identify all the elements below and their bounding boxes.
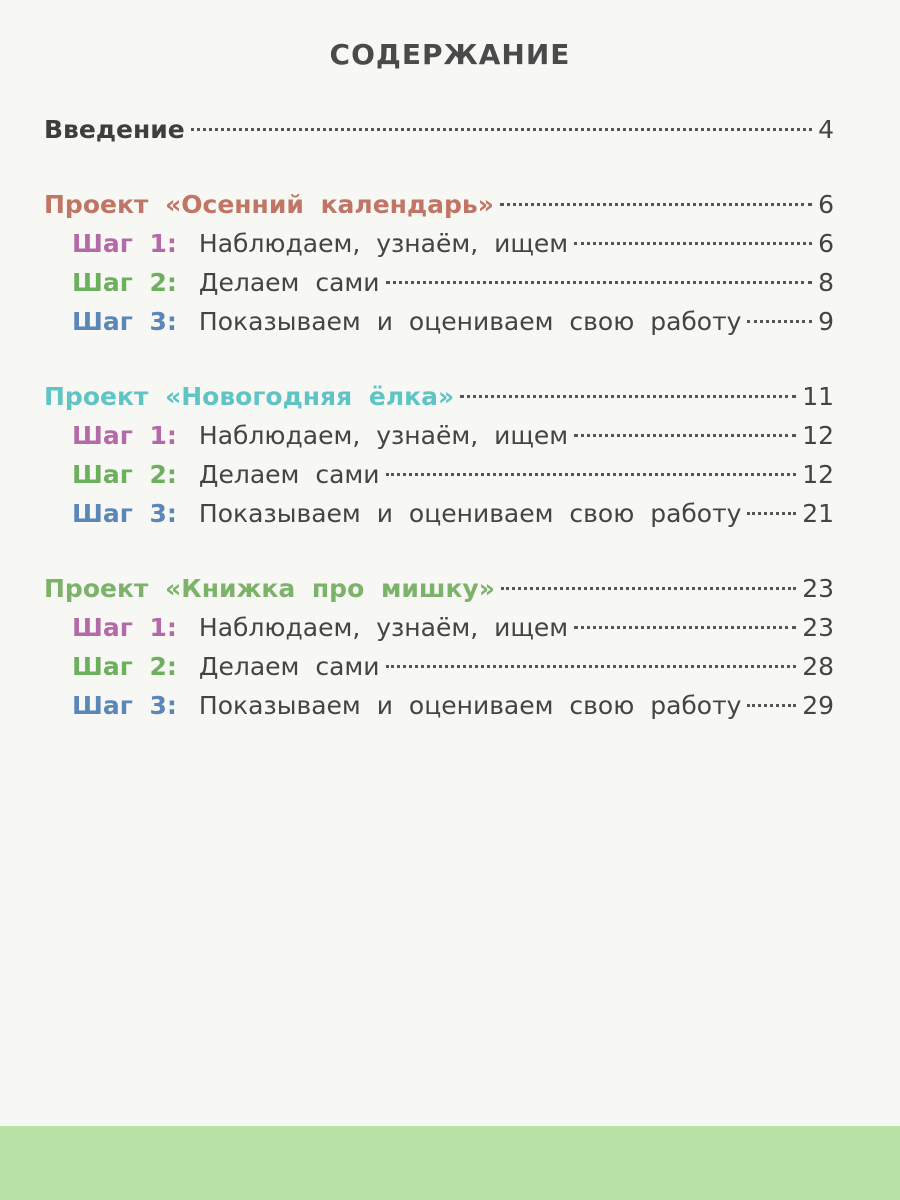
step-label: Показываем и оцениваем свою работу: [198, 307, 742, 336]
toc-page-number: 4: [818, 115, 834, 144]
toc-page-number: 23: [802, 574, 834, 603]
toc-entry-intro[interactable]: [44, 110, 834, 149]
toc-entry-project-2[interactable]: [44, 377, 834, 416]
toc-page-number: 23: [802, 613, 834, 642]
toc-page-number: 21: [802, 499, 834, 528]
toc-project-label: Проект «Книжка про мишку»: [44, 574, 495, 603]
toc-page-number: 11: [802, 382, 834, 411]
step-number: Шаг 3:: [72, 499, 177, 528]
dot-leader: [574, 434, 796, 437]
step-number: Шаг 1:: [72, 421, 177, 450]
step-number: Шаг 3:: [72, 691, 177, 720]
step-number: Шаг 2:: [72, 460, 177, 489]
dot-leader: [191, 128, 812, 131]
toc-project-label: Проект «Осенний календарь»: [44, 190, 494, 219]
step-label: Наблюдаем, узнаём, ищем: [198, 229, 569, 258]
toc-page-number: 12: [802, 421, 834, 450]
toc-entry-step[interactable]: [44, 263, 834, 302]
toc-entry-step[interactable]: [44, 494, 834, 533]
dot-leader: [386, 281, 813, 284]
toc-page-number: 29: [802, 691, 834, 720]
step-label: Показываем и оцениваем свою работу: [198, 499, 742, 528]
dot-leader: [574, 242, 812, 245]
toc-entry-project-1[interactable]: [44, 185, 834, 224]
step-label: Делаем сами: [198, 268, 380, 297]
toc-entry-step[interactable]: [44, 416, 834, 455]
toc-entry-step[interactable]: [44, 647, 834, 686]
toc-page-number: 9: [818, 307, 834, 336]
step-number: Шаг 1:: [72, 229, 177, 258]
toc-page-number: 28: [802, 652, 834, 681]
dot-leader: [460, 395, 796, 398]
toc-project-label: Проект «Новогодняя ёлка»: [44, 382, 455, 411]
toc-page-number: 8: [818, 268, 834, 297]
dot-leader: [574, 626, 796, 629]
step-label: Делаем сами: [198, 652, 380, 681]
page-title: СОДЕРЖАНИЕ: [329, 38, 571, 71]
dot-leader: [386, 473, 797, 476]
dot-leader: [747, 320, 812, 323]
step-number: Шаг 3:: [72, 307, 177, 336]
step-label: Наблюдаем, узнаём, ищем: [198, 613, 569, 642]
toc-page-number: 6: [818, 229, 834, 258]
footer-color-band: [0, 1126, 900, 1200]
toc-entry-label: Введение: [44, 115, 185, 144]
toc-page-number: 12: [802, 460, 834, 489]
toc-entry-step[interactable]: [44, 608, 834, 647]
dot-leader: [501, 587, 796, 590]
dot-leader: [747, 512, 796, 515]
dot-leader: [386, 665, 797, 668]
step-number: Шаг 2:: [72, 268, 177, 297]
dot-leader: [500, 203, 812, 206]
toc-entry-step[interactable]: [44, 686, 834, 725]
toc-page-number: 6: [818, 190, 834, 219]
step-number: Шаг 2:: [72, 652, 177, 681]
step-label: Показываем и оцениваем свою работу: [198, 691, 742, 720]
step-label: Делаем сами: [198, 460, 380, 489]
step-number: Шаг 1:: [72, 613, 177, 642]
toc-entry-project-3[interactable]: [44, 569, 834, 608]
step-label: Наблюдаем, узнаём, ищем: [198, 421, 569, 450]
table-of-contents: [44, 110, 834, 725]
toc-entry-step[interactable]: [44, 455, 834, 494]
toc-entry-step[interactable]: [44, 302, 834, 341]
toc-entry-step[interactable]: [44, 224, 834, 263]
dot-leader: [747, 704, 796, 707]
